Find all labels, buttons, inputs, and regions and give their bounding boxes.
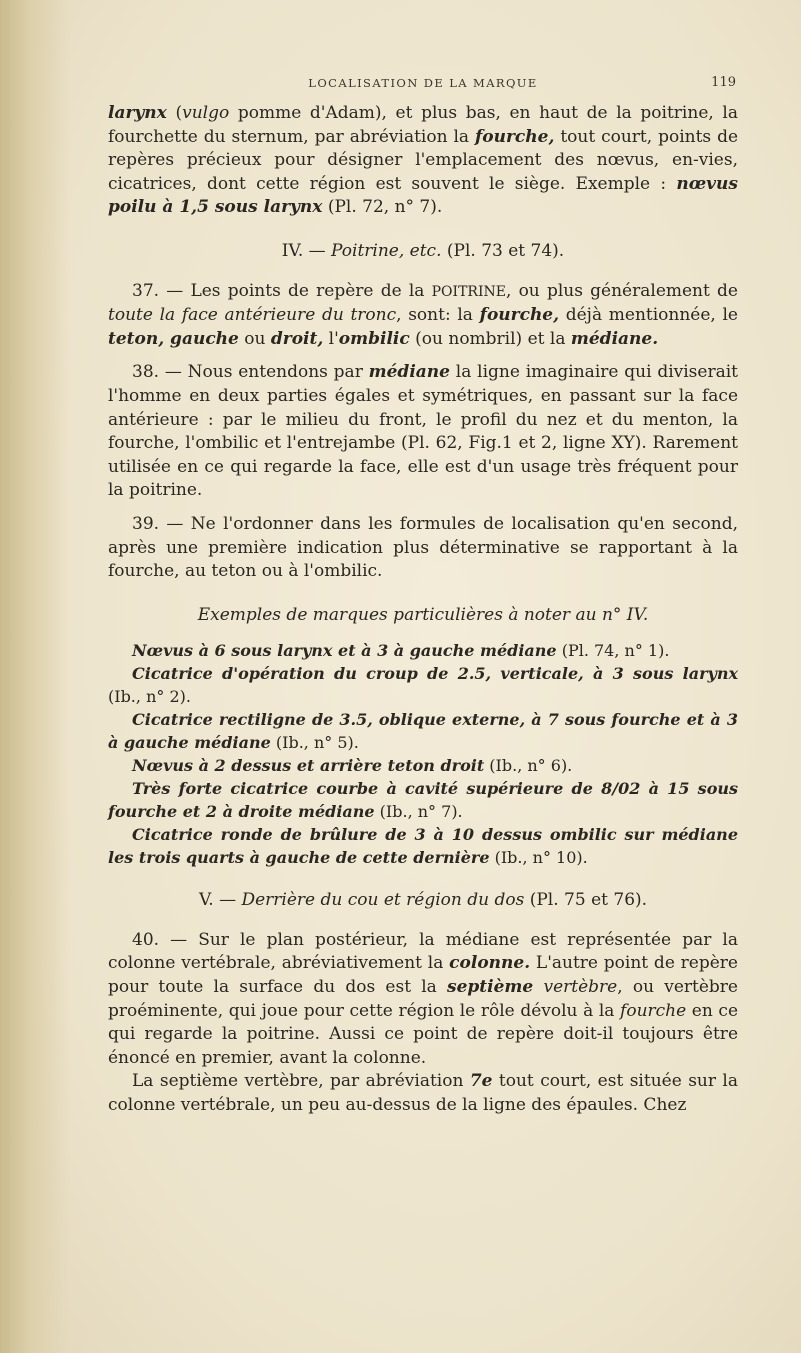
example-item: Nœvus à 6 sous larynx et à 3 à gauche médiane (Pl. 74, n° 1).	[132, 641, 670, 661]
page-header	[108, 72, 738, 102]
page-edge-shadow	[0, 0, 70, 1353]
paragraph-41: La septième vertèbre, par abréviation 7e tout court, est située sur la colonne vertébrale, un peu au-dessus de la ligne des épaules. Chez	[108, 1071, 738, 1116]
page-number: 119	[711, 75, 736, 90]
examples-title: Exemples de marques particulières à noter au n° IV.	[197, 604, 649, 625]
example-item: Cicatrice rectiligne de 3.5, oblique externe, à 7 sous fourche et à 3 à gauche médiane (Ib., n° 5).	[108, 710, 738, 753]
running-title: LOCALISATION DE LA MARQUE	[308, 76, 538, 90]
section-iv-title: IV. — Poitrine, etc. (Pl. 73 et 74).	[281, 240, 565, 261]
example-item: Cicatrice ronde de brûlure de 3 à 10 dessus ombilic sur médiane les trois quarts à gauche de cette dernière (Ib., n° 10).	[108, 825, 738, 868]
paragraph-37: 37. — Les points de repère de la POITRINE, ou plus généralement de toute la face antérieure du tronc, sont: la fourche, déjà mentionnée, le teton, gauche ou droit, l'ombilic (ou nombril) et la médiane.	[108, 280, 738, 349]
example-item: Très forte cicatrice courbe à cavité supérieure de 8/02 à 15 sous fourche et 2 à droite médiane (Ib., n° 7).	[108, 779, 738, 822]
paragraph-38: 38. — Nous entendons par médiane la ligne imaginaire qui diviserait l'homme en deux parties égales et symétriques, en passant sur la face antérieure : par le milieu du front, le profil du nez et du menton, la fourche, l'ombilic et l'entrejambe (Pl. 62, Fig.1 et 2, ligne XY). Rarement utilisée en ce qui regarde la face, elle est d'un usage très fréquent pour la poitrine.	[108, 362, 738, 501]
example-item: Cicatrice d'opération du croup de 2.5, verticale, à 3 sous larynx (Ib., n° 2).	[108, 664, 738, 707]
examples-list	[108, 639, 738, 869]
paragraph-39: 39. — Ne l'ordonner dans les formules de localisation qu'en second, après une première indication plus déterminative se rapportant à la fourche, au teton ou à l'ombilic.	[108, 513, 738, 582]
intro-paragraph: larynx (vulgo pomme d'Adam), et plus bas, en haut de la poitrine, la fourchette du sternum, par abréviation la fourche, tout court, points de repères précieux pour désigner l'emplacement des nœvus, en-vies, cicatrices, dont cette région est souvent le siège. Exemple : nœvus poilu à 1,5 sous larynx (Pl. 72, n° 7).	[108, 103, 739, 218]
example-item: Nœvus à 2 dessus et arrière teton droit (Ib., n° 6).	[132, 756, 573, 776]
page-content	[108, 72, 738, 1118]
paragraph-40: 40. — Sur le plan postérieur, la médiane est représentée par la colonne vertébrale, abréviativement la colonne. L'autre point de repère pour toute la surface du dos est la septième vertèbre, ou vertèbre proéminente, qui joue pour cette région le rôle dévolu à la fourche en ce qui regarde la poitrine. Aussi ce point de repère doit-il toujours être énoncé en premier, avant la colonne.	[108, 929, 738, 1068]
section-v-title: V. — Derrière du cou et région du dos (Pl. 75 et 76).	[198, 890, 648, 911]
